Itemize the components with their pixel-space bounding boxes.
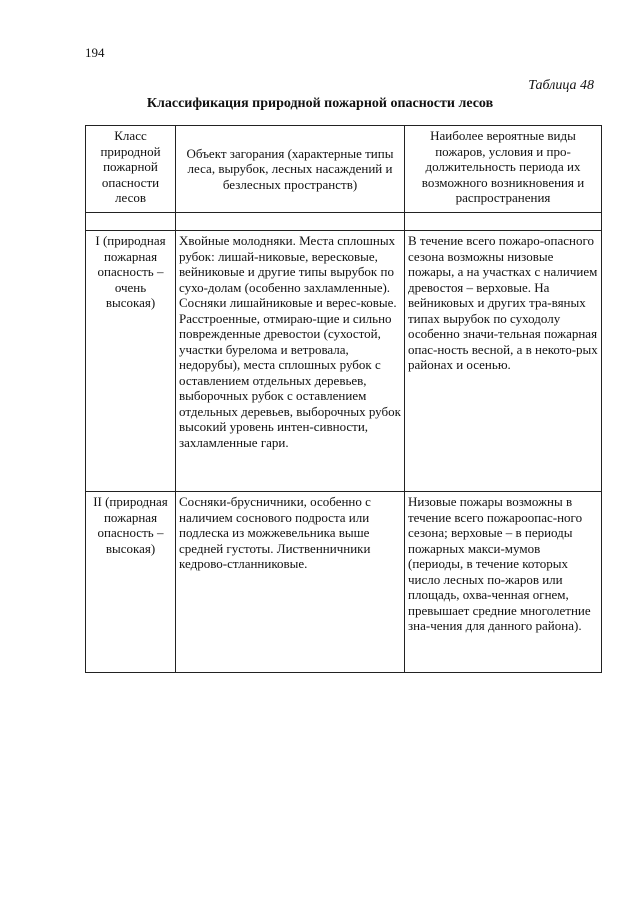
header-ignition-object: Объект загорания (характерные типы леса, вырубок, лесных насаждений и безлесных пространств) <box>176 126 405 213</box>
table-row <box>86 492 602 673</box>
table-header-row <box>86 126 602 213</box>
header-fire-types: Наиболее вероятные виды пожаров, условия и про-должительность периода их возможного возникновения и распространения <box>405 126 602 213</box>
hazard-class-cell: I (природная пожарная опасность – очень высокая) <box>86 231 176 492</box>
hazard-class-cell: II (природная пожарная опасность – высокая) <box>86 492 176 673</box>
fire-types-cell: В течение всего пожаро-опасного сезона возможны низовые пожары, а на участках с наличием древостоя – верховые. На вейниковых и других тра-вяных типах вырубок по суходолу особенно значи-тельная пожарная опас-ность весной, а в некото-рых районах и осенью. <box>405 231 602 492</box>
table-title: Классификация природной пожарной опасности лесов <box>146 96 494 111</box>
ignition-object-cell: Сосняки-брусничники, особенно с наличием соснового подроста или подлеска из можжевельника выше средней густоты. Лиственничники кедрово-стланниковые. <box>176 492 405 673</box>
ignition-object-cell: Хвойные молодняки. Места сплошных рубок: лишай-никовые, вересковые, вейниковые и другие типы вырубок по сухо-долам (особенно захламленные). Сосняки лишайниковые и верес-ковые. Расстроенные, отмираю-щие и сильно поврежденные древостои (сухостой, участки бурелома и ветровала, недорубы), места сплошных рубок с оставлением отдельных деревьев, выборочных рубок с оставлением отдельных деревьев, выборочных рубок высокий уровень интен-сивности, захламленные гари. <box>176 231 405 492</box>
table-spacer-row <box>86 213 602 231</box>
fire-hazard-table <box>85 125 602 673</box>
table-label: Таблица 48 <box>528 78 594 93</box>
header-hazard-class: Класс природной пожарной опасности лесов <box>86 126 176 213</box>
page-number: 194 <box>85 45 105 60</box>
fire-types-cell: Низовые пожары возможны в течение всего пожароопас-ного сезона; верховые – в периоды пожарных макси-мумов (периоды, в течение которых число лесных по-жаров или площадь, охва-ченная огнем, превышает средние многолетние зна-чения для данного района). <box>405 492 602 673</box>
table-row <box>86 231 602 492</box>
